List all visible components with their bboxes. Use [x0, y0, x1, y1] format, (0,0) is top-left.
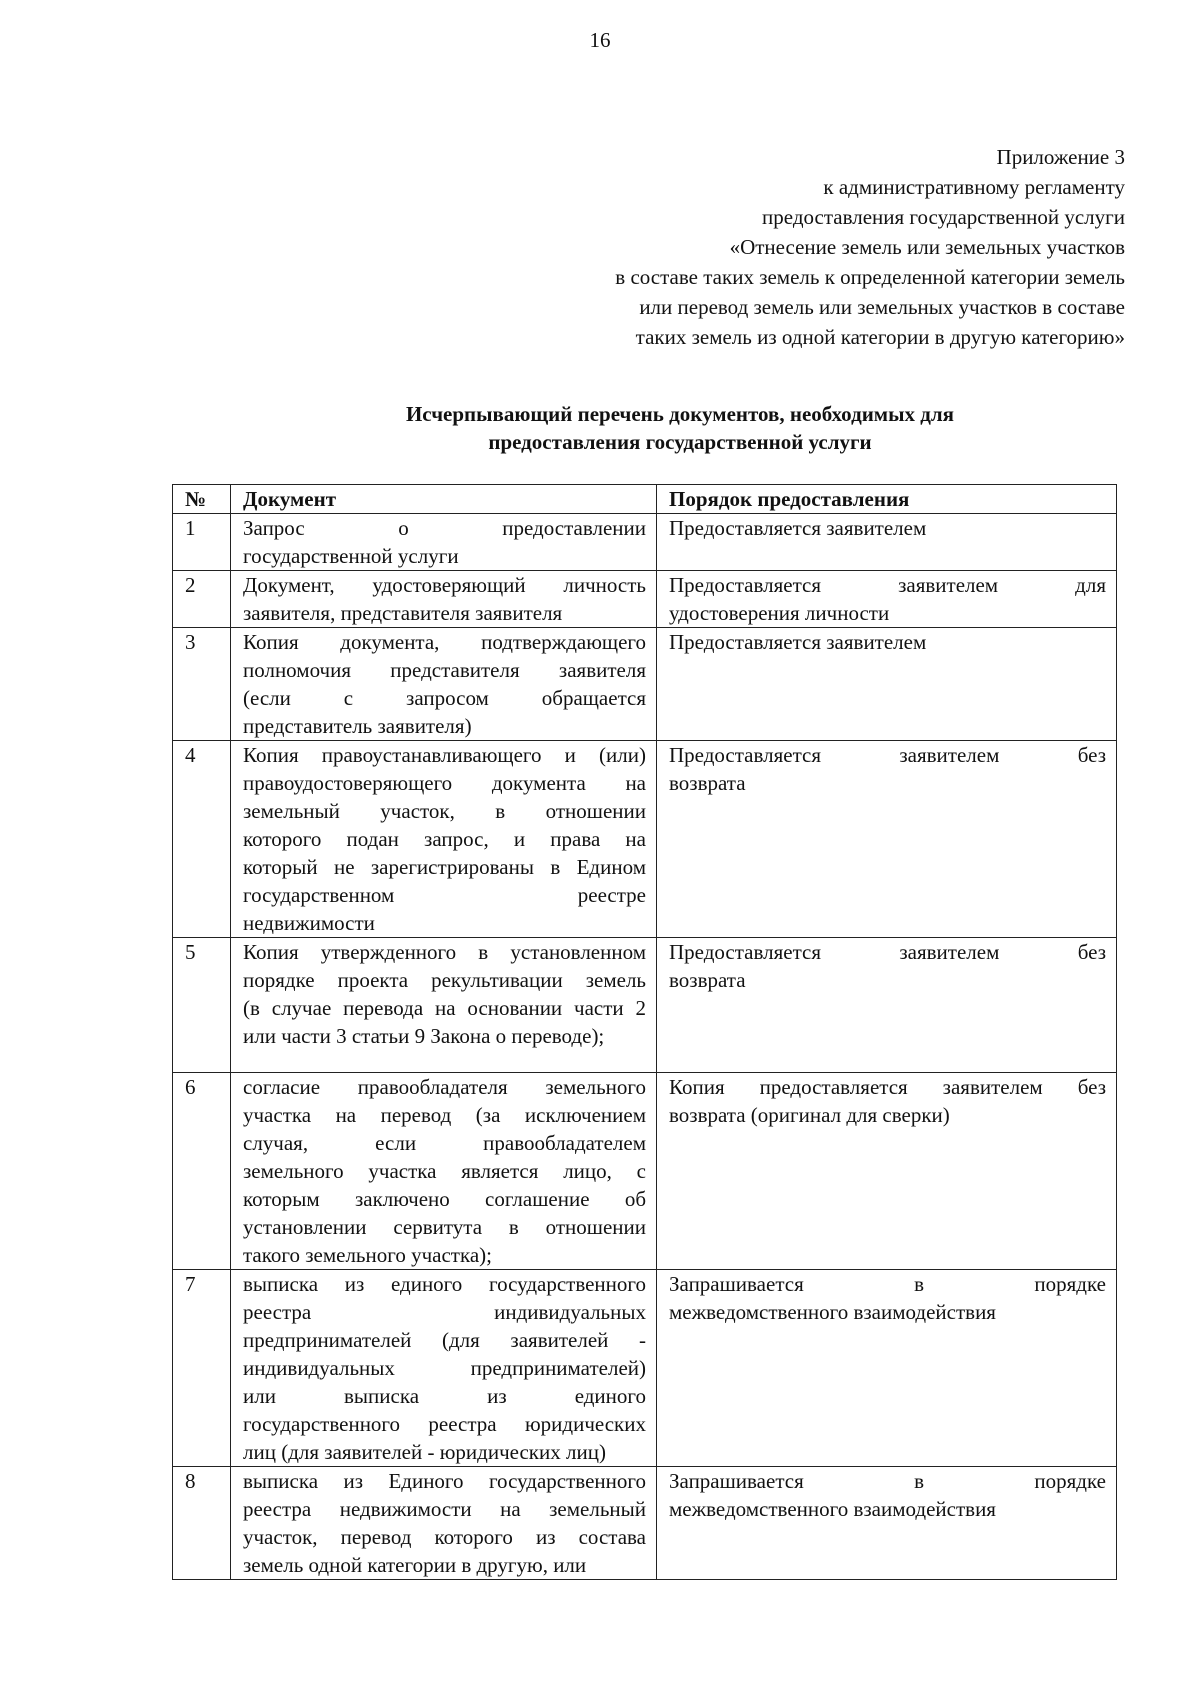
row-number: 5 [173, 938, 231, 1073]
row-number: 8 [173, 1467, 231, 1580]
document-text-line: государственном реестре [243, 883, 646, 907]
row-document [231, 1073, 657, 1270]
order-text-line: возврата [669, 771, 746, 795]
row-document [231, 628, 657, 741]
order-text-line: Предоставляется заявителем для [669, 573, 1106, 597]
document-text-line: полномочия представителя заявителя [243, 658, 646, 682]
table-row [173, 514, 1117, 571]
document-text-line: согласие правообладателя земельного [243, 1075, 646, 1099]
document-text-line: такого земельного участка); [243, 1243, 493, 1267]
table-row [173, 1270, 1117, 1467]
document-text-line: Запрос о предоставлении [243, 516, 646, 540]
table-row [173, 1467, 1117, 1580]
document-text-line: государственной услуги [243, 544, 459, 568]
documents-table [172, 484, 1117, 1580]
row-number: 1 [173, 514, 231, 571]
row-order [657, 741, 1117, 938]
appendix-line: в составе таких земель к определенной категории земель [615, 265, 1125, 289]
document-text-line: недвижимости [243, 911, 375, 935]
document-text-line: индивидуальных предпринимателей) [243, 1356, 646, 1380]
table-header-row [173, 485, 1117, 514]
table-row [173, 938, 1117, 1073]
document-text-line: Копия правоустанавливающего и (или) [243, 743, 646, 767]
order-text-line: Копия предоставляется заявителем без [669, 1075, 1106, 1099]
appendix-line: «Отнесение земель или земельных участков [729, 235, 1125, 259]
row-order [657, 1467, 1117, 1580]
order-text-line: межведомственного взаимодействия [669, 1300, 996, 1324]
header-number: № [173, 485, 231, 514]
table-row [173, 741, 1117, 938]
table-row [173, 1073, 1117, 1270]
appendix-header [425, 142, 1125, 352]
document-text-line: выписка из единого государственного [243, 1272, 646, 1296]
row-document [231, 741, 657, 938]
row-order [657, 1073, 1117, 1270]
row-document [231, 571, 657, 628]
row-document [231, 1270, 657, 1467]
appendix-line: или перевод земель или земельных участков в составе [639, 295, 1125, 319]
order-text-line: межведомственного взаимодействия [669, 1497, 996, 1521]
row-number: 7 [173, 1270, 231, 1467]
document-text-line: предпринимателей (для заявителей - [243, 1328, 646, 1352]
row-order [657, 1270, 1117, 1467]
document-text-line: порядке проекта рекультивации земель [243, 968, 646, 992]
order-text-line: Предоставляется заявителем [669, 630, 927, 654]
appendix-line: предоставления государственной услуги [762, 205, 1125, 229]
order-text-line: Запрашивается в порядке [669, 1469, 1106, 1493]
row-order [657, 514, 1117, 571]
document-text-line: земельного участка является лицо, с [243, 1159, 646, 1183]
title-line: предоставления государственной услуги [488, 430, 872, 454]
table-body [173, 514, 1117, 1580]
document-text-line: правоудостоверяющего документа на [243, 771, 646, 795]
row-document [231, 514, 657, 571]
document-title [300, 400, 1060, 456]
document-text-line: земель одной категории в другую, или [243, 1553, 587, 1577]
order-text-line: Предоставляется заявителем [669, 516, 927, 540]
row-order [657, 571, 1117, 628]
row-number: 3 [173, 628, 231, 741]
order-text-line: возврата (оригинал для сверки) [669, 1103, 950, 1127]
title-line: Исчерпывающий перечень документов, необходимых для [405, 402, 955, 426]
document-text-line: (в случае перевода на основании части 2 [243, 996, 646, 1020]
document-text-line: выписка из Единого государственного [243, 1469, 646, 1493]
document-text-line: который не зарегистрированы в Едином [243, 855, 646, 879]
document-text-line: заявителя, представителя заявителя [243, 601, 563, 625]
order-text-line: Предоставляется заявителем без [669, 940, 1106, 964]
document-text-line: случая, если правообладателем [243, 1131, 646, 1155]
header-document: Документ [231, 485, 657, 514]
order-text-line: Запрашивается в порядке [669, 1272, 1106, 1296]
appendix-line: к административному регламенту [823, 175, 1125, 199]
document-text-line: которым заключено соглашение об [243, 1187, 646, 1211]
row-number: 4 [173, 741, 231, 938]
document-text-line: установлении сервитута в отношении [243, 1215, 646, 1239]
appendix-line: таких земель из одной категории в другую категорию» [635, 325, 1125, 349]
row-number: 2 [173, 571, 231, 628]
document-text-line: Документ, удостоверяющий личность [243, 573, 646, 597]
document-text-line: или выписка из единого [243, 1384, 646, 1408]
header-order: Порядок предоставления [657, 485, 1117, 514]
document-text-line: Копия документа, подтверждающего [243, 630, 646, 654]
document-text-line: или части 3 статьи 9 Закона о переводе); [243, 1024, 605, 1048]
order-text-line: возврата [669, 968, 746, 992]
document-text-line: участок, перевод которого из состава [243, 1525, 646, 1549]
document-text-line: реестра индивидуальных [243, 1300, 646, 1324]
document-text-line: участка на перевод (за исключением [243, 1103, 646, 1127]
table-row [173, 628, 1117, 741]
row-order [657, 628, 1117, 741]
document-text-line: государственного реестра юридических [243, 1412, 646, 1436]
order-text-line: удостоверения личности [669, 601, 890, 625]
row-number: 6 [173, 1073, 231, 1270]
appendix-line: Приложение 3 [996, 145, 1125, 169]
document-text-line: (если с запросом обращается [243, 686, 646, 710]
page-number: 16 [589, 28, 611, 52]
document-text-line: Копия утвержденного в установленном [243, 940, 646, 964]
document-text-line: которого подан запрос, и права на [243, 827, 646, 851]
order-text-line: Предоставляется заявителем без [669, 743, 1106, 767]
document-text-line: представитель заявителя) [243, 714, 472, 738]
document-text-line: реестра недвижимости на земельный [243, 1497, 646, 1521]
row-document [231, 1467, 657, 1580]
row-order [657, 938, 1117, 1073]
document-text-line: земельный участок, в отношении [243, 799, 646, 823]
document-text-line: лиц (для заявителей - юридических лиц) [243, 1440, 606, 1464]
table-row [173, 571, 1117, 628]
row-document [231, 938, 657, 1073]
